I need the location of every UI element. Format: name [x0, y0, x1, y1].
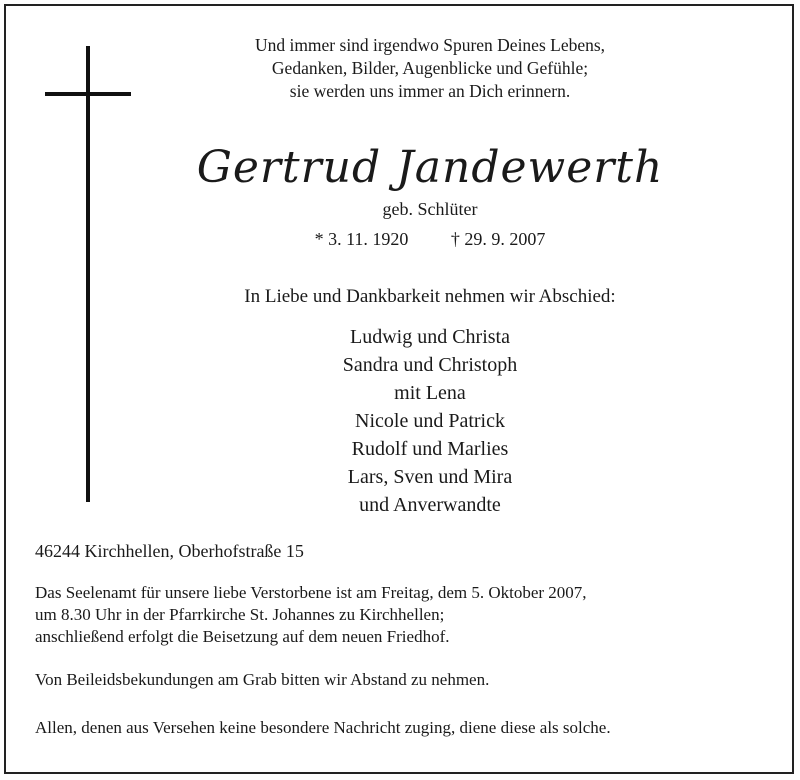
service-line: anschließend erfolgt die Beisetzung auf dem neuen Friedhof.	[35, 627, 450, 646]
service-details	[35, 582, 587, 648]
mourner-entry: Lars, Sven und Mira	[347, 466, 513, 488]
farewell-line: In Liebe und Dankbarkeit nehmen wir Abschied:	[244, 286, 616, 307]
mourner-entry: Sandra und Christoph	[342, 354, 518, 376]
motto-line: Und immer sind irgendwo Spuren Deines Lebens,	[254, 35, 606, 55]
cross-vertical-bar	[86, 46, 90, 502]
mourner-entry: Ludwig und Christa	[350, 326, 510, 348]
mourner-entry: mit Lena	[394, 382, 466, 404]
maiden-name: geb. Schlüter	[382, 199, 478, 219]
deceased-name: Gertrud Jandewerth	[196, 142, 664, 193]
death-date: † 29. 9. 2007	[450, 229, 546, 249]
mourner-entry: und Anverwandte	[359, 494, 501, 516]
mourner-entry: Rudolf und Marlies	[351, 438, 509, 460]
cross-horizontal-bar	[45, 92, 131, 96]
motto-line: Gedanken, Bilder, Augenblicke und Gefühle;	[271, 58, 589, 78]
closing-note: Allen, denen aus Versehen keine besondere Nachricht zuging, diene diese als solche.	[35, 718, 611, 737]
motto-line: sie werden uns immer an Dich erinnern.	[289, 81, 571, 101]
birth-date: * 3. 11. 1920	[314, 229, 409, 249]
mourner-entry: Nicole und Patrick	[355, 410, 505, 432]
mourners-list	[150, 323, 710, 519]
condolence-note: Von Beileidsbekundungen am Grab bitten wir Abstand zu nehmen.	[35, 670, 490, 689]
family-address: 46244 Kirchhellen, Oberhofstraße 15	[35, 541, 304, 561]
life-dates	[150, 227, 710, 251]
memorial-motto	[150, 34, 710, 103]
service-line: Das Seelenamt für unsere liebe Verstorbene ist am Freitag, dem 5. Oktober 2007,	[35, 583, 587, 602]
service-line: um 8.30 Uhr in der Pfarrkirche St. Johannes zu Kirchhellen;	[35, 605, 445, 624]
